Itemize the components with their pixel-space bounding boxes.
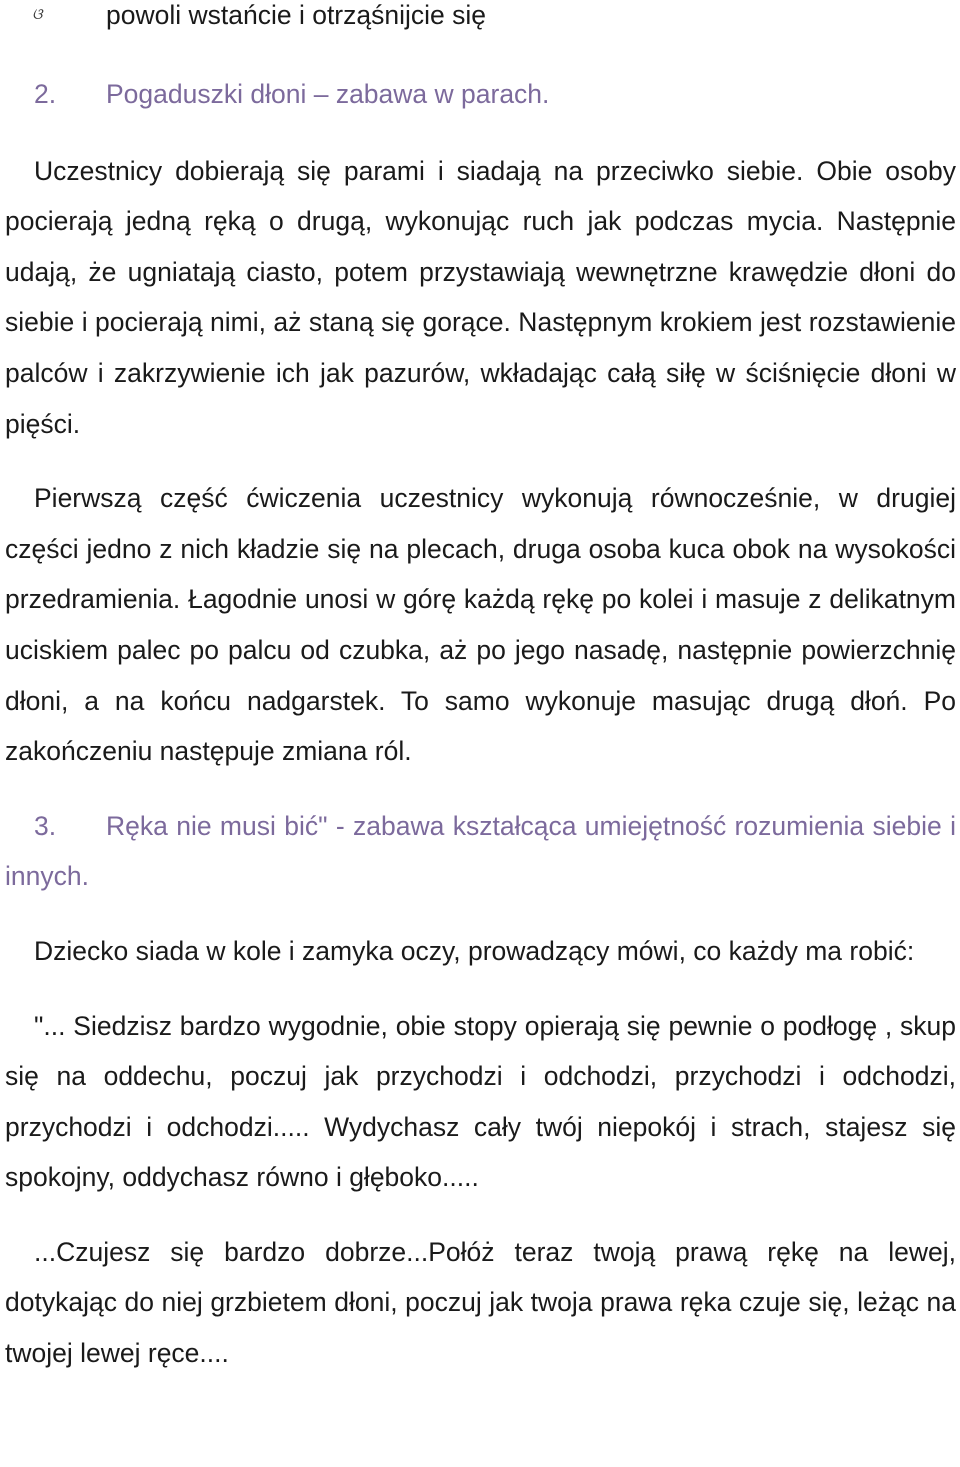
document-page	[5, 0, 956, 1379]
section-number: 3.	[34, 810, 57, 841]
bullet-icon: ଓ	[32, 6, 43, 23]
bullet-text: powoli wstańcie i otrząśnijcie się	[106, 0, 486, 30]
bullet-item	[5, 0, 956, 32]
paragraph-circle-instructions: Dziecko siada w kole i zamyka oczy, prowadzący mówi, co każdy ma robić:	[34, 935, 915, 966]
section-number: 2.	[34, 79, 57, 109]
section-title: Pogaduszki dłoni – zabawa w parach.	[106, 79, 550, 109]
section-heading-2	[5, 69, 956, 120]
paragraph-relaxation-script: "... Siedzisz bardzo wygodnie, obie stopy opierają się pewnie o podłogę , skup się na oddechu, poczuj jak przychodzi i odchodzi, przychodzi i odchodzi, przychodzi i odchodzi..... Wydychasz cały twój niepokój i strach, stajesz się spokojny, oddychasz równo i głęboko.....	[5, 1010, 956, 1193]
section-title: Ręka nie musi bić" - zabawa kształcąca umiejętność rozumienia siebie i innych.	[5, 810, 956, 892]
section-heading-3	[5, 801, 956, 902]
paragraph-pair-massage-steps: Pierwszą część ćwiczenia uczestnicy wykonują równocześnie, w drugiej części jedno z nich kładzie się na plecach, druga osoba kuca obok na wysokości przedramienia. Łagodnie unosi w górę każdą rękę po kolei i masuje z delikatnym uciskiem palec po palcu od czubka, aż po jego nasadę, następnie powierzchnię dłoni, a na końcu nadgarstek. To samo wykonuje masując drugą dłoń. Po zakończeniu następuje zmiana ról.	[5, 483, 956, 767]
paragraph-hands-script: ...Czujesz się bardzo dobrze...Połóż teraz twoją prawą rękę na lewej, dotykając do niej grzbietem dłoni, poczuj jak twoja prawa ręka czuje się, leżąc na twojej lewej ręce....	[5, 1236, 956, 1369]
paragraph-pair-massage-intro: Uczestnicy dobierają się parami i siadają na przeciwko siebie. Obie osoby pocierają jedną ręką o drugą, wykonując ruch jak podczas mycia. Następnie udają, że ugniatają ciasto, potem przystawiają wewnętrzne krawędzie dłoni do siebie i pocierają nimi, aż staną się gorące. Następnym krokiem jest rozstawienie palców i zakrzywienie ich jak pazurów, wkładając całą siłę w ściśnięcie dłoni w pięści.	[5, 155, 956, 439]
